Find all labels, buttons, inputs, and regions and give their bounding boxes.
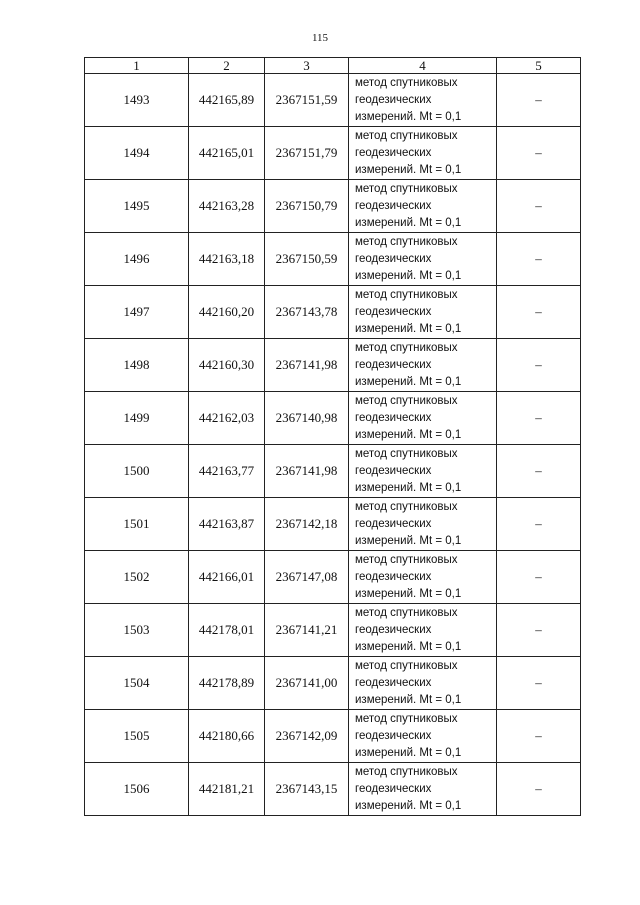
method-text-line: геодезических	[355, 146, 432, 159]
method-text-line: измерений. Mt = 0,1	[355, 640, 462, 653]
method-cell	[349, 763, 497, 816]
coordinate-x-cell: 442160,30	[189, 339, 265, 392]
method-text-line: измерений. Mt = 0,1	[355, 322, 462, 335]
method-text-line: геодезических	[355, 305, 432, 318]
method-text-line: измерений. Mt = 0,1	[355, 693, 462, 706]
coordinate-x-cell: 442178,01	[189, 604, 265, 657]
coordinates-table	[84, 57, 581, 816]
method-text-line: геодезических	[355, 358, 432, 371]
note-cell: –	[497, 445, 581, 498]
coordinate-x-cell: 442163,77	[189, 445, 265, 498]
method-text-line: измерений. Mt = 0,1	[355, 481, 462, 494]
note-cell: –	[497, 604, 581, 657]
coordinate-x-cell: 442165,89	[189, 74, 265, 127]
note-cell: –	[497, 551, 581, 604]
table-row	[85, 127, 581, 180]
coordinate-x-cell: 442165,01	[189, 127, 265, 180]
note-cell: –	[497, 392, 581, 445]
point-number-cell: 1495	[85, 180, 189, 233]
table-row	[85, 180, 581, 233]
method-text-line: измерений. Mt = 0,1	[355, 534, 462, 547]
method-text-line: измерений. Mt = 0,1	[355, 216, 462, 229]
method-text-line: метод спутниковых	[355, 500, 458, 513]
point-number-cell: 1505	[85, 710, 189, 763]
column-header-1: 1	[85, 58, 189, 74]
coordinate-y-cell: 2367143,15	[265, 763, 349, 816]
method-cell	[349, 127, 497, 180]
method-text-line: геодезических	[355, 729, 432, 742]
column-header-2: 2	[189, 58, 265, 74]
method-text-line: измерений. Mt = 0,1	[355, 799, 462, 812]
note-cell: –	[497, 710, 581, 763]
table-row	[85, 445, 581, 498]
method-cell	[349, 604, 497, 657]
point-number-cell: 1496	[85, 233, 189, 286]
method-text-line: измерений. Mt = 0,1	[355, 163, 462, 176]
coordinate-x-cell: 442160,20	[189, 286, 265, 339]
coordinate-y-cell: 2367150,79	[265, 180, 349, 233]
note-cell: –	[497, 339, 581, 392]
method-text-line: измерений. Mt = 0,1	[355, 746, 462, 759]
table-row	[85, 710, 581, 763]
point-number-cell: 1503	[85, 604, 189, 657]
method-cell	[349, 445, 497, 498]
method-text-line: метод спутниковых	[355, 765, 458, 778]
point-number-cell: 1498	[85, 339, 189, 392]
coordinate-y-cell: 2367141,00	[265, 657, 349, 710]
note-cell: –	[497, 74, 581, 127]
coordinate-y-cell: 2367142,18	[265, 498, 349, 551]
table-row	[85, 604, 581, 657]
method-cell	[349, 657, 497, 710]
coordinate-y-cell: 2367150,59	[265, 233, 349, 286]
note-cell: –	[497, 180, 581, 233]
method-text-line: измерений. Mt = 0,1	[355, 428, 462, 441]
coordinate-x-cell: 442166,01	[189, 551, 265, 604]
method-text-line: геодезических	[355, 199, 432, 212]
point-number-cell: 1497	[85, 286, 189, 339]
method-cell	[349, 180, 497, 233]
header-row	[85, 58, 581, 74]
column-header-5: 5	[497, 58, 581, 74]
column-header-4: 4	[349, 58, 497, 74]
coordinate-x-cell: 442180,66	[189, 710, 265, 763]
table-header	[85, 58, 581, 74]
method-text-line: измерений. Mt = 0,1	[355, 375, 462, 388]
coordinate-x-cell: 442162,03	[189, 392, 265, 445]
point-number-cell: 1506	[85, 763, 189, 816]
point-number-cell: 1502	[85, 551, 189, 604]
method-text-line: метод спутниковых	[355, 394, 458, 407]
coordinate-y-cell: 2367143,78	[265, 286, 349, 339]
coordinate-y-cell: 2367141,98	[265, 339, 349, 392]
coordinate-y-cell: 2367142,09	[265, 710, 349, 763]
method-cell	[349, 74, 497, 127]
table-body	[85, 74, 581, 816]
table-row	[85, 763, 581, 816]
method-cell	[349, 286, 497, 339]
method-text-line: геодезических	[355, 782, 432, 795]
note-cell: –	[497, 763, 581, 816]
method-text-line: геодезических	[355, 464, 432, 477]
note-cell: –	[497, 657, 581, 710]
table-row	[85, 392, 581, 445]
column-header-3: 3	[265, 58, 349, 74]
point-number-cell: 1494	[85, 127, 189, 180]
method-text-line: геодезических	[355, 93, 432, 106]
page-number: 115	[311, 32, 329, 44]
method-text-line: измерений. Mt = 0,1	[355, 110, 462, 123]
method-text-line: геодезических	[355, 411, 432, 424]
method-text-line: метод спутниковых	[355, 606, 458, 619]
method-text-line: геодезических	[355, 517, 432, 530]
method-text-line: метод спутниковых	[355, 341, 458, 354]
point-number-cell: 1500	[85, 445, 189, 498]
point-number-cell: 1493	[85, 74, 189, 127]
table-row	[85, 74, 581, 127]
coordinate-y-cell: 2367151,59	[265, 74, 349, 127]
method-cell	[349, 498, 497, 551]
method-text-line: метод спутниковых	[355, 288, 458, 301]
note-cell: –	[497, 127, 581, 180]
table-row	[85, 551, 581, 604]
method-text-line: метод спутниковых	[355, 712, 458, 725]
method-text-line: геодезических	[355, 676, 432, 689]
method-text-line: метод спутниковых	[355, 235, 458, 248]
note-cell: –	[497, 233, 581, 286]
method-text-line: метод спутниковых	[355, 76, 458, 89]
table-row	[85, 657, 581, 710]
coordinate-y-cell: 2367151,79	[265, 127, 349, 180]
method-text-line: метод спутниковых	[355, 659, 458, 672]
method-text-line: геодезических	[355, 570, 432, 583]
point-number-cell: 1501	[85, 498, 189, 551]
table-row	[85, 498, 581, 551]
method-text-line: геодезических	[355, 252, 432, 265]
coordinate-y-cell: 2367141,21	[265, 604, 349, 657]
method-text-line: метод спутниковых	[355, 553, 458, 566]
method-cell	[349, 551, 497, 604]
coordinate-x-cell: 442181,21	[189, 763, 265, 816]
coordinate-y-cell: 2367147,08	[265, 551, 349, 604]
coordinate-y-cell: 2367141,98	[265, 445, 349, 498]
coordinate-y-cell: 2367140,98	[265, 392, 349, 445]
table-row	[85, 339, 581, 392]
table-row	[85, 286, 581, 339]
coordinate-x-cell: 442163,28	[189, 180, 265, 233]
method-text-line: геодезических	[355, 623, 432, 636]
method-cell	[349, 339, 497, 392]
method-text-line: метод спутниковых	[355, 447, 458, 460]
point-number-cell: 1499	[85, 392, 189, 445]
method-text-line: метод спутниковых	[355, 129, 458, 142]
method-cell	[349, 233, 497, 286]
method-text-line: измерений. Mt = 0,1	[355, 587, 462, 600]
table-row	[85, 233, 581, 286]
method-text-line: измерений. Mt = 0,1	[355, 269, 462, 282]
method-text-line: метод спутниковых	[355, 182, 458, 195]
method-cell	[349, 710, 497, 763]
coordinate-x-cell: 442163,87	[189, 498, 265, 551]
coordinate-x-cell: 442178,89	[189, 657, 265, 710]
method-cell	[349, 392, 497, 445]
point-number-cell: 1504	[85, 657, 189, 710]
coordinate-x-cell: 442163,18	[189, 233, 265, 286]
note-cell: –	[497, 498, 581, 551]
note-cell: –	[497, 286, 581, 339]
